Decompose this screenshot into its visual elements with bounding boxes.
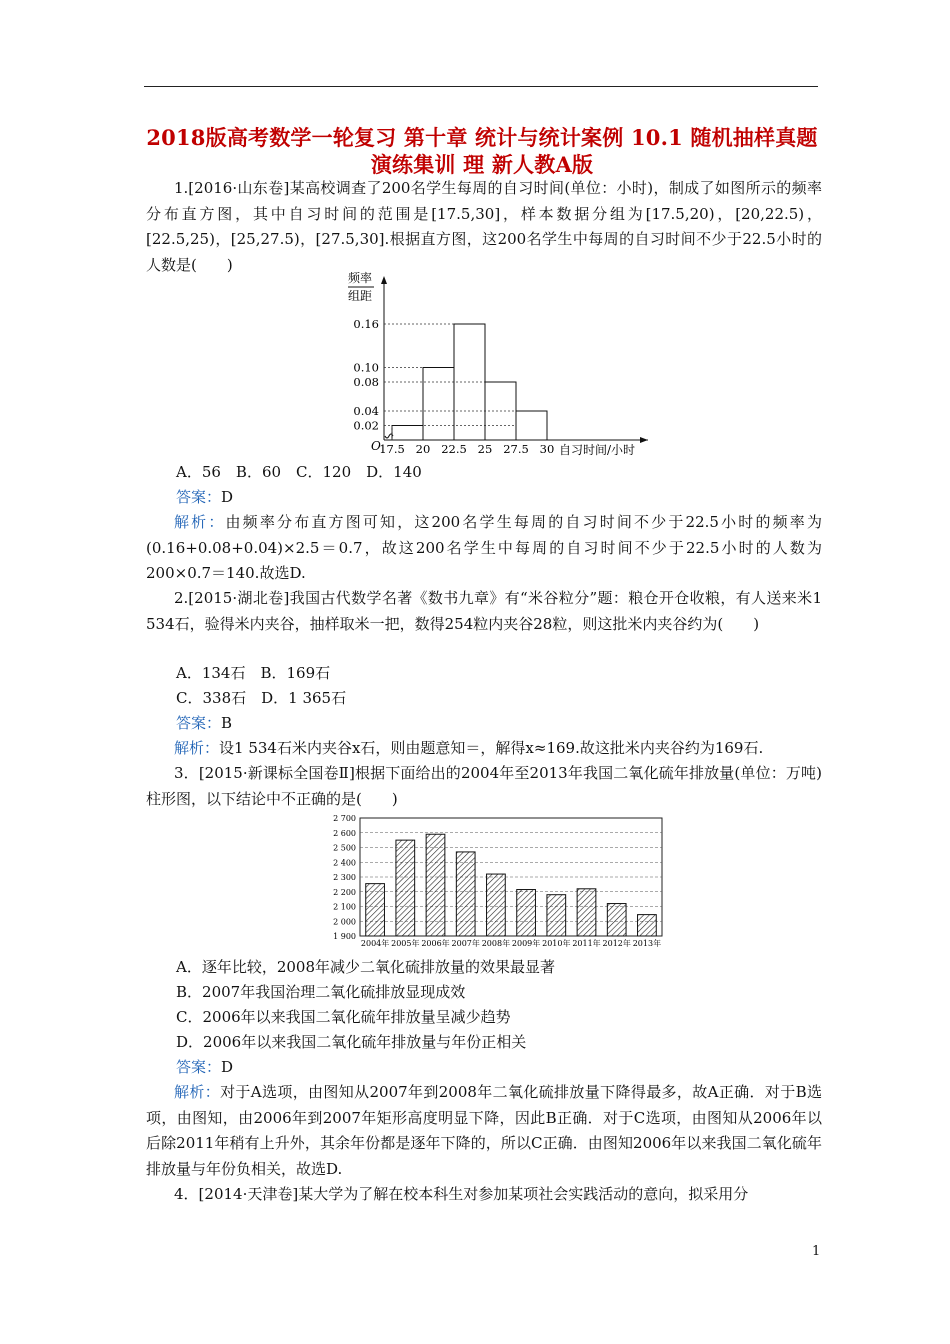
bar-2011年 xyxy=(577,889,596,936)
q1-options: A．56 B．60 C．120 D．140 xyxy=(176,463,422,481)
x-tick-label: 27.5 xyxy=(503,442,529,456)
q3-option-b: B．2007年我国治理二氧化硫排放显现成效 xyxy=(176,983,466,1001)
q1-stem: 1.[2016·山东卷]某高校调查了200名学生每周的自习时间(单位：小时)，制成了如图所示的频率分布直方图，其中自习时间的范围是[17.5,30]，样本数据分组为[17.5,20)，[20,22.5)，[22.5,25)，[25,27.5)，[27.5,30].根据直方图，这200名学生中每周的自习时间不少于22.5小时的人数是( ) xyxy=(146,179,822,274)
histogram-bar xyxy=(392,426,423,441)
q2-answer-line xyxy=(176,711,232,736)
y-tick-label: 2 200 xyxy=(333,887,356,897)
y-tick-label: 2 100 xyxy=(333,902,356,912)
q3-option-a: A．逐年比较，2008年减少二氧化硫排放量的效果最显著 xyxy=(176,958,556,976)
x-tick-label: 2004年 xyxy=(360,939,390,948)
q1-analysis-label: 解析： xyxy=(174,513,226,531)
q3-answer-line xyxy=(176,1055,233,1080)
x-tick-label: 2012年 xyxy=(602,939,631,948)
q3-answer-label: 答案： xyxy=(176,1058,222,1076)
bar-2013年 xyxy=(638,915,657,936)
q1-analysis xyxy=(146,510,822,587)
bar-2010年 xyxy=(547,895,566,936)
y-label-bottom: 组距 xyxy=(348,289,373,303)
q3-analysis-text: 对于A选项，由图知从2007年到2008年二氧化硫排放量下降得最多，故A正确．对于B选项，由图知，由2006年到2007年矩形高度明显下降，因此B正确．对于C选项，由图知从2006年以后除2011年稍有上升外，其余年份都是逐年下降的，所以C正确．由图知2006年以来我国二氧化硫年排放量与年份负相关，故选D. xyxy=(146,1083,822,1178)
x-tick-label: 2008年 xyxy=(481,939,511,948)
y-tick-label: 2 700 xyxy=(333,814,356,823)
x-tick-label: 17.5 xyxy=(379,442,405,456)
y-tick-label: 2 000 xyxy=(333,917,356,927)
q1-analysis-text: 由频率分布直方图可知，这200名学生每周的自习时间不少于22.5小时的频率为(0.16+0.08+0.04)×2.5＝0.7，故这200名学生中每周的自习时间不少于22.5小时的人数为200×0.7＝140.故选D. xyxy=(146,513,822,583)
q2-analysis-label: 解析： xyxy=(174,739,220,757)
x-axis-arrow xyxy=(640,437,648,443)
x-tick-label: 20 xyxy=(415,442,431,456)
y-tick-label: 0.08 xyxy=(353,375,379,389)
y-axis-arrow xyxy=(381,276,387,284)
y-tick-label: 0.04 xyxy=(353,404,379,418)
q3-stem: 3．[2015·新课标全国卷Ⅱ]根据下面给出的2004年至2013年我国二氧化硫年排放量(单位：万吨)柱形图，以下结论中不正确的是( ) xyxy=(146,764,822,808)
x-tick-label: 2006年 xyxy=(421,939,450,948)
x-tick-label: 25 xyxy=(477,442,493,456)
bar-2009年 xyxy=(517,890,536,936)
y-tick-label: 2 500 xyxy=(333,843,356,853)
y-tick-label: 0.16 xyxy=(353,317,379,331)
q2-answer-label: 答案： xyxy=(176,714,222,732)
frequency-histogram xyxy=(340,268,670,460)
y-tick-label: 0.10 xyxy=(353,360,379,375)
q2-analysis-text: 设1 534石米内夹谷x石，则由题意知＝，解得x≈169.故这批米内夹谷约为169石. xyxy=(219,739,764,757)
x-tick-label: 2007年 xyxy=(451,939,480,948)
bar-2005年 xyxy=(396,840,415,936)
q2-answer: B xyxy=(221,714,233,732)
so2-bar-chart xyxy=(322,812,668,950)
y-tick-label: 0.02 xyxy=(353,418,379,433)
x-axis-label: 自习时间/小时 xyxy=(559,443,636,457)
bar-2012年 xyxy=(607,904,626,936)
q2-analysis xyxy=(146,736,822,762)
bar-2004年 xyxy=(366,884,385,936)
q3-option-c: C．2006年以来我国二氧化硫年排放量呈减少趋势 xyxy=(176,1008,511,1026)
q2-stem: 2.[2015·湖北卷]我国古代数学名著《数书九章》有“米谷粒分”题：粮仓开仓收粮，有人送来米1 534石，验得米内夹谷，抽样取米一把，数得254粒内夹谷28粒，则这批米内夹谷约为( ) xyxy=(146,589,822,633)
q4-stem: 4．[2014·天津卷]某大学为了解在校本科生对参加某项社会实践活动的意向，拟采用分 xyxy=(174,1185,749,1203)
x-tick-label: 2005年 xyxy=(391,939,420,948)
q1-answer-line xyxy=(176,485,233,510)
q3-analysis-label: 解析： xyxy=(174,1083,221,1101)
y-tick-label: 1 900 xyxy=(333,932,356,941)
y-tick-label: 2 600 xyxy=(333,828,356,838)
bar-2008年 xyxy=(487,874,506,936)
q1-answer: D xyxy=(221,488,234,506)
q2-options-ab: A．134石 B．169石 xyxy=(176,664,331,682)
q1-answer-label: 答案： xyxy=(176,488,222,506)
x-tick-label: 22.5 xyxy=(441,442,467,456)
x-tick-label: 2011年 xyxy=(572,939,601,948)
page-number: 1 xyxy=(812,1244,821,1259)
q2-options-cd: C．338石 D．1 365石 xyxy=(176,689,347,707)
q3-analysis xyxy=(146,1080,822,1182)
page-title: 2018版高考数学一轮复习 第十章 统计与统计案例 10.1 随机抽样真题演练集训 理 新人教A版 xyxy=(146,125,818,177)
y-tick-label: 2 300 xyxy=(333,873,356,882)
q3-option-d: D．2006年以来我国二氧化硫年排放量与年份正相关 xyxy=(176,1033,527,1051)
header-rule xyxy=(144,86,818,87)
y-label-top: 频率 xyxy=(348,271,373,285)
x-tick-label: 2010年 xyxy=(542,939,571,948)
bar-2007年 xyxy=(456,852,475,936)
x-tick-label: 2013年 xyxy=(632,939,662,948)
y-tick-label: 2 400 xyxy=(333,858,356,868)
histogram-bar xyxy=(423,368,454,441)
x-tick-label: 30 xyxy=(539,442,555,456)
x-tick-label: 2009年 xyxy=(511,939,541,948)
bar-2006年 xyxy=(426,834,445,936)
origin-label: O xyxy=(371,439,381,453)
histogram-bar xyxy=(516,411,547,440)
q3-answer: D xyxy=(221,1058,234,1076)
